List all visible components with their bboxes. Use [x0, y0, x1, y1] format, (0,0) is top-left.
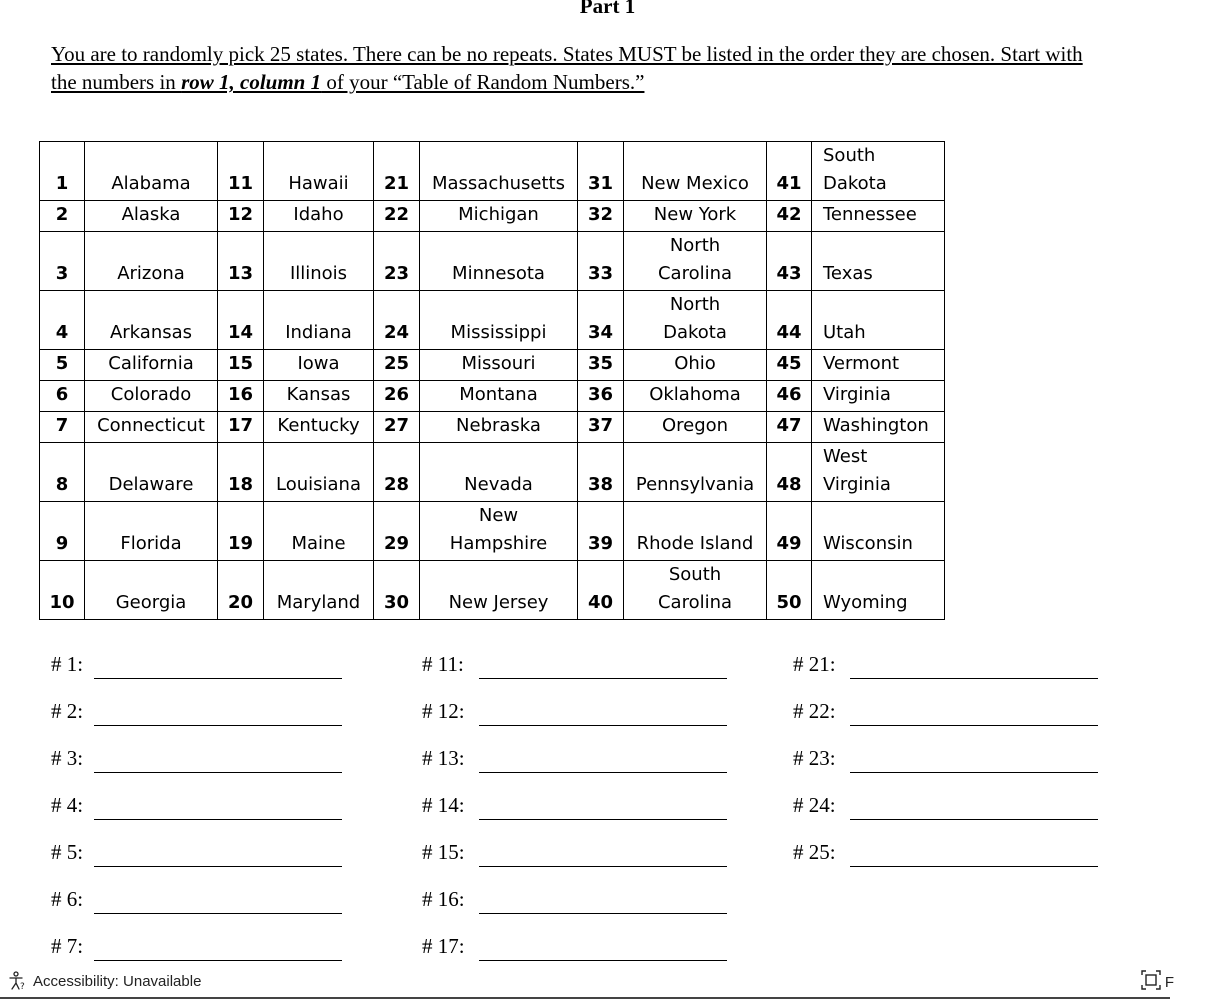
answer-blank-line[interactable] [850, 678, 1098, 679]
state-number: 34 [578, 291, 624, 350]
answer-blank-line[interactable] [850, 866, 1098, 867]
answer-item [51, 652, 83, 676]
answer-blank-line[interactable] [479, 678, 727, 679]
accessibility-label: Accessibility: Unavailable [33, 972, 202, 990]
state-number: 46 [767, 381, 812, 412]
state-name-text: New Jersey [448, 592, 549, 613]
state-name-text: North Dakota [663, 294, 727, 343]
answer-blank-line[interactable] [850, 819, 1098, 820]
state-number: 10 [40, 561, 85, 620]
state-number: 15 [218, 350, 264, 381]
state-number: 18 [218, 443, 264, 502]
state-number: 25 [374, 350, 420, 381]
state-number: 28 [374, 443, 420, 502]
state-number: 33 [578, 232, 624, 291]
state-number: 3 [40, 232, 85, 291]
state-name-text: Virginia [823, 384, 891, 405]
state-name-text: New Hampshire [449, 505, 548, 554]
state-number: 19 [218, 502, 264, 561]
state-name-text: Connecticut [97, 415, 205, 436]
answer-blank-line[interactable] [94, 725, 342, 726]
state-name-text: Alabama [111, 173, 191, 194]
status-bar [0, 965, 1174, 999]
state-name-text: New Mexico [641, 173, 749, 194]
state-number: 32 [578, 201, 624, 232]
state-number: 45 [767, 350, 812, 381]
state-name-text: Arkansas [109, 322, 193, 343]
state-number: 36 [578, 381, 624, 412]
state-number: 22 [374, 201, 420, 232]
answer-item [793, 699, 836, 723]
state-number: 7 [40, 412, 85, 443]
answer-blank-line[interactable] [479, 913, 727, 914]
state-number: 2 [40, 201, 85, 232]
state-number: 24 [374, 291, 420, 350]
state-name-text: Oregon [661, 415, 729, 436]
answer-blank-line[interactable] [94, 772, 342, 773]
answer-item [793, 840, 836, 864]
state-name-text: California [108, 353, 194, 374]
state-name-text: Georgia [115, 592, 187, 613]
state-number: 27 [374, 412, 420, 443]
state-name-text: Vermont [823, 353, 900, 374]
state-name-text: Kansas [286, 384, 351, 405]
answer-item [51, 746, 83, 770]
state-name-text: Ohio [674, 353, 716, 374]
state-name-text: Washington [823, 415, 929, 436]
answer-label: # 4: [51, 793, 84, 817]
page-title: Part 1 [579, 0, 636, 18]
answer-label: # 23: [793, 746, 836, 770]
answer-item [793, 793, 836, 817]
answer-item [422, 840, 465, 864]
state-number: 1 [40, 142, 85, 201]
state-name-text: Montana [459, 384, 538, 405]
state-number: 30 [374, 561, 420, 620]
answer-item [422, 934, 465, 958]
state-number: 38 [578, 443, 624, 502]
state-number: 31 [578, 142, 624, 201]
answer-label: # 24: [793, 793, 836, 817]
answer-blank-line[interactable] [94, 819, 342, 820]
instructions-text-2: of your “Table of Random Numbers.” [321, 70, 645, 94]
state-name-text: New York [653, 204, 737, 225]
answer-label: # 21: [793, 652, 836, 676]
state-name-text: South Carolina [657, 564, 733, 613]
state-number: 6 [40, 381, 85, 412]
state-number: 48 [767, 443, 812, 502]
answer-item [793, 652, 836, 676]
state-number: 11 [218, 142, 264, 201]
answer-blank-line[interactable] [479, 960, 727, 961]
state-name-text: Louisiana [276, 474, 361, 495]
answer-item [51, 887, 83, 911]
state-name-text: Hawaii [288, 173, 349, 194]
answer-blank-line[interactable] [94, 913, 342, 914]
answer-label: # 14: [422, 793, 465, 817]
answer-label: # 3: [51, 746, 84, 770]
state-name-text: Wyoming [823, 592, 908, 613]
state-name-text: Missouri [461, 353, 536, 374]
answer-blank-line[interactable] [479, 772, 727, 773]
answer-blank-line[interactable] [850, 772, 1098, 773]
answer-label: # 2: [51, 699, 84, 723]
state-number: 21 [374, 142, 420, 201]
state-number: 29 [374, 502, 420, 561]
state-name-text: Indiana [285, 322, 352, 343]
focus-icon [1140, 969, 1162, 995]
state-name-text: North Carolina [657, 235, 733, 284]
answer-label: # 6: [51, 887, 84, 911]
answer-label: # 17: [422, 934, 465, 958]
state-number: 4 [40, 291, 85, 350]
state-name-text: West Virginia [823, 446, 891, 495]
answer-blank-line[interactable] [94, 866, 342, 867]
state-name-text: Maine [291, 533, 346, 554]
state-number: 12 [218, 201, 264, 232]
answer-blank-line[interactable] [94, 678, 342, 679]
state-name-text: Alaska [121, 204, 181, 225]
state-number: 17 [218, 412, 264, 443]
state-name-text: Illinois [289, 263, 348, 284]
state-number: 44 [767, 291, 812, 350]
state-name-text: Idaho [293, 204, 344, 225]
state-number: 16 [218, 381, 264, 412]
state-number: 8 [40, 443, 85, 502]
state-number: 23 [374, 232, 420, 291]
answer-item [51, 934, 83, 958]
state-name-text: Rhode Island [636, 533, 754, 554]
answer-label: # 15: [422, 840, 465, 864]
state-name-text: Oklahoma [649, 384, 741, 405]
answer-item [51, 840, 83, 864]
answer-item [51, 699, 83, 723]
accessibility-status[interactable] [8, 971, 201, 991]
answer-item [422, 746, 465, 770]
answer-label: # 25: [793, 840, 836, 864]
state-name-text: Wisconsin [823, 533, 913, 554]
answer-label: # 1: [51, 652, 84, 676]
instructions-emphasis: row 1, column 1 [181, 70, 322, 94]
instructions-text-1: You are to randomly pick 25 states. There can be no repeats. States MUST be listed in the order they are chosen. Start with the numbers in [51, 42, 1083, 94]
state-name-text: Pennsylvania [635, 474, 755, 495]
state-name-text: Kentucky [277, 415, 360, 436]
state-number: 47 [767, 412, 812, 443]
state-number: 50 [767, 561, 812, 620]
state-number: 5 [40, 350, 85, 381]
state-number: 49 [767, 502, 812, 561]
answer-item [422, 887, 465, 911]
state-number: 35 [578, 350, 624, 381]
state-number: 13 [218, 232, 264, 291]
answer-item [422, 652, 464, 676]
state-name-text: Colorado [110, 384, 192, 405]
state-name-text: Nebraska [456, 415, 541, 436]
answer-item [51, 793, 83, 817]
state-name-text: Minnesota [452, 263, 545, 284]
answer-blank-line[interactable] [479, 866, 727, 867]
state-number: 20 [218, 561, 264, 620]
state-name-text: Michigan [458, 204, 539, 225]
state-number: 41 [767, 142, 812, 201]
focus-button[interactable] [1140, 969, 1174, 995]
state-number: 42 [767, 201, 812, 232]
answer-label: # 11: [422, 652, 464, 676]
state-name-text: Utah [823, 322, 866, 343]
state-name-text: Iowa [297, 353, 340, 374]
answer-item [422, 793, 465, 817]
state-name-text: Florida [120, 533, 182, 554]
answer-label: # 13: [422, 746, 465, 770]
state-number: 39 [578, 502, 624, 561]
answer-blank-line[interactable] [479, 819, 727, 820]
answer-label: # 16: [422, 887, 465, 911]
answer-label: # 5: [51, 840, 84, 864]
state-name-text: Tennessee [823, 204, 917, 225]
answer-blank-line[interactable] [94, 960, 342, 961]
state-name-text: Maryland [276, 592, 361, 613]
answer-label: # 22: [793, 699, 836, 723]
state-name-text: Arizona [117, 263, 185, 284]
answer-blank-line[interactable] [850, 725, 1098, 726]
state-name-text: South Dakota [823, 145, 887, 194]
state-name-text: Massachusetts [431, 173, 565, 194]
state-name-text: Mississippi [450, 322, 547, 343]
state-number: 26 [374, 381, 420, 412]
state-number: 40 [578, 561, 624, 620]
answer-item [422, 699, 465, 723]
accessibility-icon [8, 971, 28, 991]
answer-blank-line[interactable] [479, 725, 727, 726]
answer-item [793, 746, 836, 770]
state-number: 14 [218, 291, 264, 350]
state-number: 43 [767, 232, 812, 291]
state-name-text: Nevada [464, 474, 533, 495]
state-name-text: Texas [823, 263, 873, 284]
answer-label: # 7: [51, 934, 84, 958]
svg-text:?: ? [20, 982, 25, 992]
focus-label: F [1164, 973, 1174, 991]
answer-label: # 12: [422, 699, 465, 723]
state-number: 9 [40, 502, 85, 561]
state-number: 37 [578, 412, 624, 443]
state-name-text: Delaware [108, 474, 194, 495]
